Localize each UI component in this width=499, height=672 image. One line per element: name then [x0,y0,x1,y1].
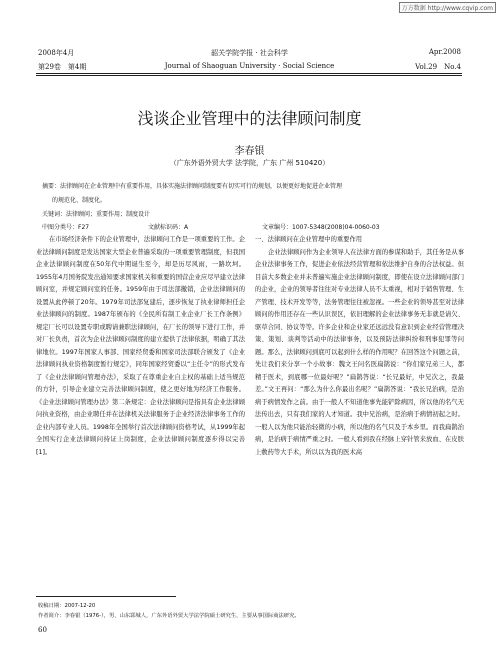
header-volume-en: Vol.29 No.4 [415,63,461,71]
watermark: 万方数据 http://www.cqvip.com [399,2,496,13]
received-date: 收稿日期：2007-12-20 [38,603,96,609]
body-left-text: 在市场经济条件下的企业管理中，法律顾问工作是一项重要的工作。企业法律顾问制度是发达国家大型企业普遍采取的一项重要管理制度，但我国企业法律顾问制度在50年代中期诞生至今，却是历尽风雨，一路坎坷。1955年4月国务院发出通知要求国家机关和重要的国营企业应尽早建立法律顾问室，并规定顾问室的任务。1959年由于司法部撤销，企业法律顾问的设置从此停顿了20年。1979年司法部复建后，逐步恢复了执业律师担任企业法律顾问的制度。1987年颁布的《全民所有制工业企业厂长工作条例》规定厂长可以设置专职或聘请兼职法律顾问，在厂长的领导下进行工作，并对厂长负责，首次为企业法律顾问制度的建立提供了法律依据，明确了其法律地位。1997年国家人事部、国家经贸委和国家司法部联合颁发了《企业法律顾问执业资格制度暂行规定》，同年国家经贸委以“主任令”的形式发布了《企业法律顾问管理办法》，采取了在尊重企业自主权的基础上适当规范的方针，引导企业建立完善法律顾问制度，使之更好地为经济工作服务。《企业法律顾问管理办法》第二条规定：企业法律顾问是指具有企业法律顾问执业资格，由企业聘任并在法律机关法律服务于企业经济法律事务工作的企业内部专业人员。1998年全国举行首次法律顾问资格考试，从1999年起全国实行企业法律顾问持证上岗制度，企业法律顾问制度逐步得以完善[1]。 [36,236,245,456]
header-journal-en: Journal of Shaoguan University · Social Science [164,62,335,70]
body-right-column [255,234,464,459]
section-heading: 一、法律顾问在企业管理中的重要作用 [255,236,363,243]
affiliation: （广东外语外贸大学 法学院，广东 广州 510420） [169,159,330,167]
article-title: 浅谈企业管理中的法律顾问制度 [137,109,362,128]
document-code: 文献标识码：A [148,224,189,231]
body-left-column [36,234,245,459]
header-date-cn: 2008年4月 [38,49,75,57]
body-right-text: 企业法律顾问作为企业领导人在法律方面的参谋和助手，其任务是从事企业法律事务工作，促进企业依法经营管理和依法维护自身的合法权益。但目前大多数企业并未普遍实施企业法律顾问制度，即使在设立法律顾问部门的企业，企业的领导者往往对专业法律人员不太重视，相对于销售管理、生产管理、技术开发等等，法务管理往往被忽视。一些企业的领导甚至对法律顾问的作用还存在一些认识误区，依旧理解的企业法律事务无非就是请欠、驱草合同、协议等等。许多企业和企业家还远远没有意识到企业经营管理决策、策划、谈判等活动中的法律事务，以及预防法律纠纷和刑事犯罪等问题。那么，法律顾问到底可以起到什么样的作用呢？在回答这个问题之前，先让我们来分享一个小故事：魏文王问名医扁鹊说：“你们家兄弟三人，都精于医术，到底哪一位最好呢？”扁鹊答说：“长兄最好，中兄次之，我最差。”文王再问：“那么为什么你最出名呢？”扁鹊答说：“我长兄治病，是治病于病情发作之前。由于一般人不知道他事先能铲除病因，所以他的名气无法传出去，只有我们家的人才知道。我中兄治病，是治病于病情初起之时。一般人以为他只能治轻微的小病，所以他的名气只及于本乡里。而我扁鹊治病，是治病于病情严重之时。一般人看到我在经脉上穿针管来放血、在皮肤上敷药等大手术，所以以为我的医术高 [255,248,464,456]
abstract-line-2: 的规范化、制度化。 [52,197,107,204]
header-rule [36,73,462,74]
abstract-line-1: 摘要：法律顾问在企业管理中有重要作用，具体实施法律顾问制度要有切实可行的规划，以便更好地促进企业管理 [42,183,343,190]
clc-number: 中图分类号：F27 [42,224,90,231]
header-volume-cn: 第29卷 第4期 [38,63,87,71]
header-rule-2 [36,75,462,76]
page-number: 60 [38,626,47,634]
author-bio: 作者简介：李春银（1976-），男，山东郓城人，广东外语外贸大学法学院硕士研究生，主要从事国际商法研究。 [38,613,300,619]
footnote-rule [36,596,176,597]
article-number: 文章编号：1007-5348(2008)04-0060-03 [262,224,380,231]
header-journal-cn: 韶关学院学报 · 社会科学 [211,49,288,57]
author: 李春银 [234,146,265,157]
header-date-en: Apr.2008 [428,48,461,56]
keywords: 关键词：法律顾问；重要作用；制度设计 [42,211,151,218]
